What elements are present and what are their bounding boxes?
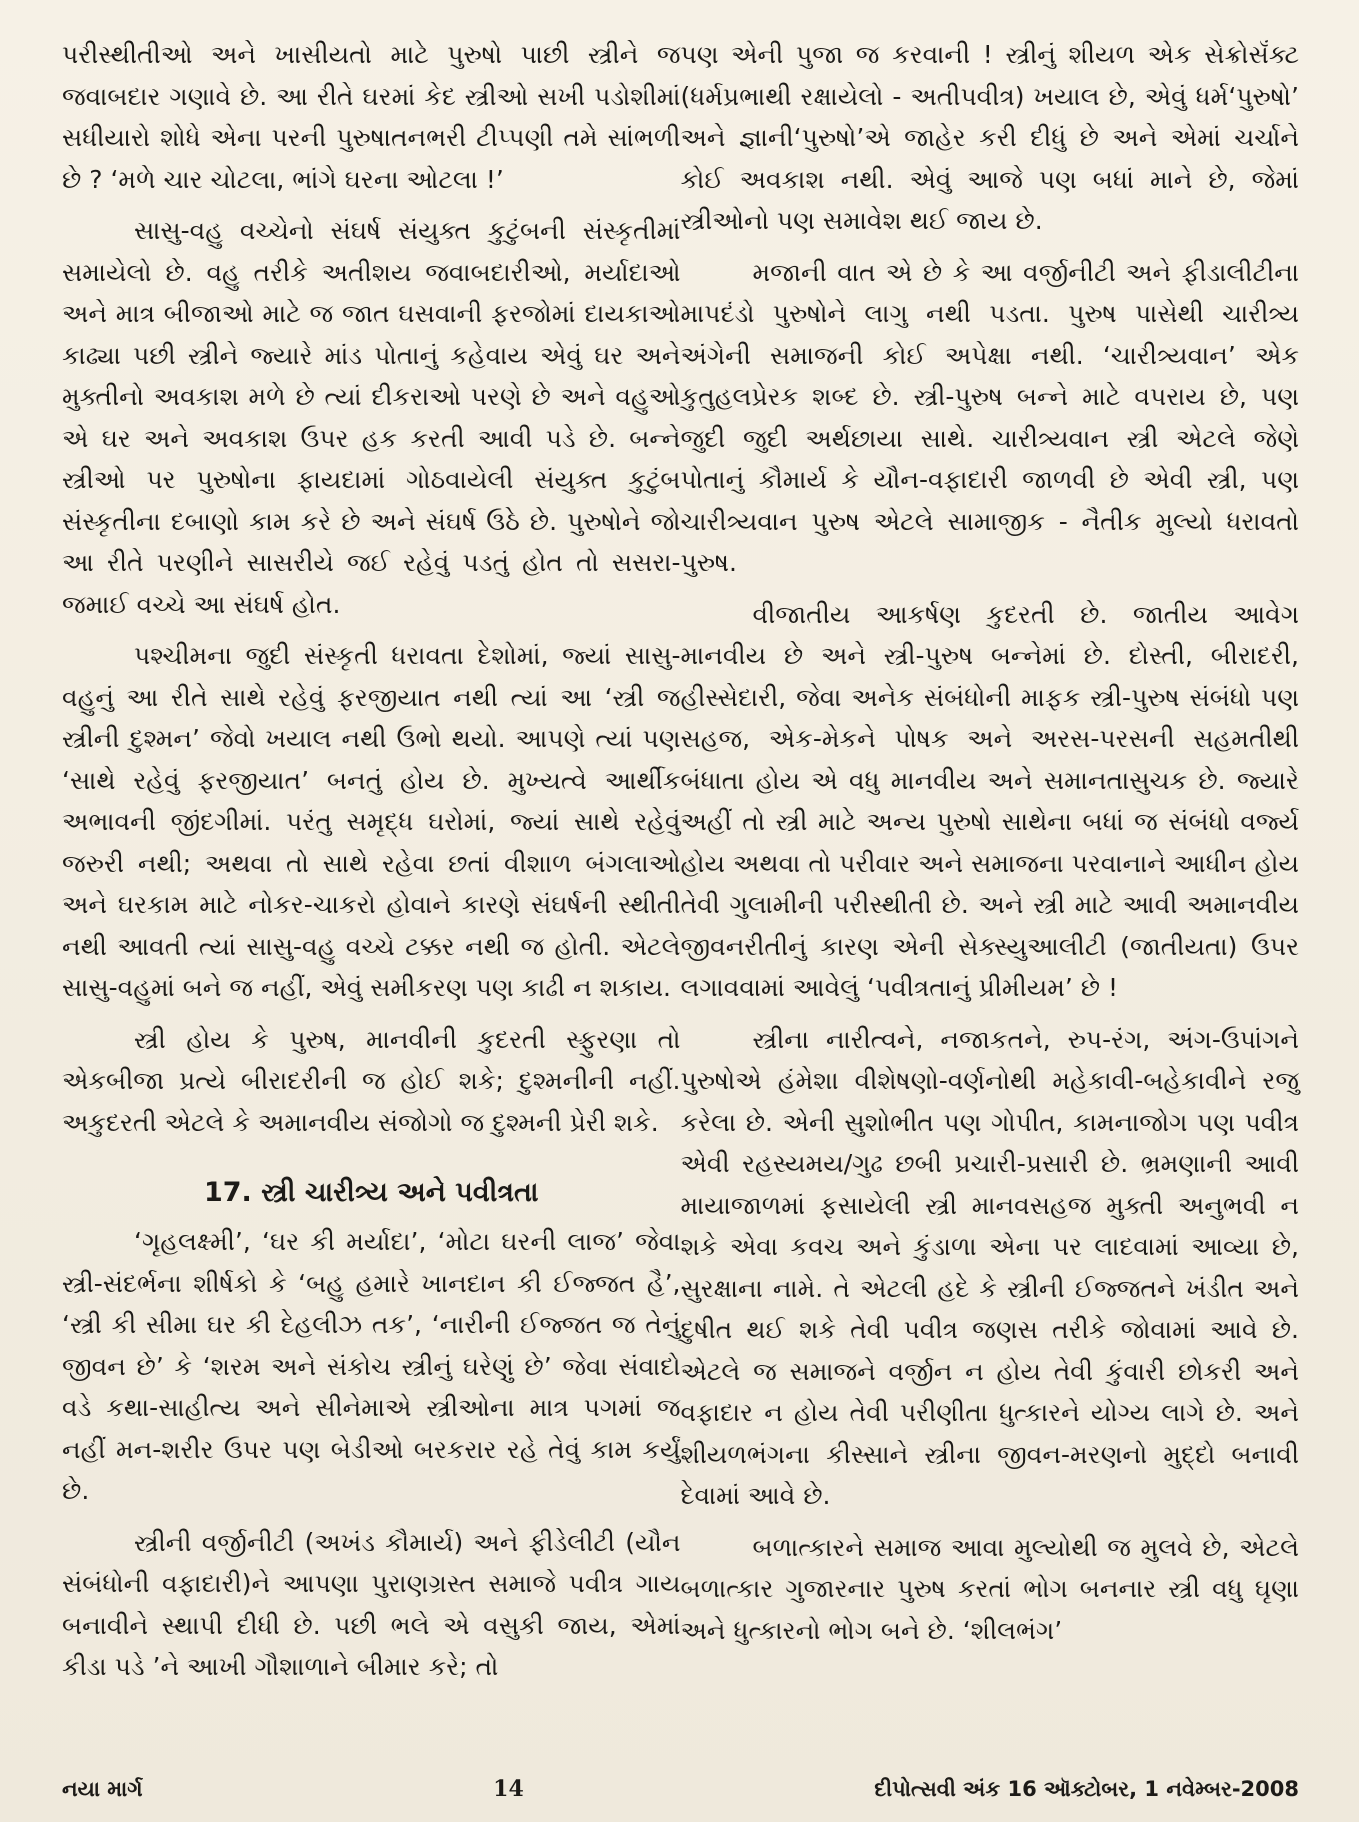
paragraph: પરીસ્થીતીઓ અને ખાસીયતો માટે પુરુષો પાછી સ્ત્રીને જ જવાબદાર ગણાવે છે. આ રીતે ઘરમાં કેદ સ્ત્રીઓ સખી પડોશીમાં સધીયારો શોધે એના પરની પુરુષાતનભરી ટીપ્પણી તમે સાંભળી છે ? ‘મળે ચાર ચોટલા, ભાંગે ઘરના ઓટલા !’ xyxy=(62,40,681,194)
paragraph: સ્ત્રીની વર્જીનીટી (અખંડ કૌમાર્ય) અને ફીડેલીટી (યૌન સંબંધોની વફાદારી)ને આપણા પુરાણગ્રસ્ત સમાજે પવીત્ર ગાય બનાવીને સ્થાપી દીધી છે. પછી ભલે એ વસુકી જાય, એમાં કીડા પડે ’ને આખી ગૌશાળાને બીમાર કરે; તો xyxy=(62,1527,681,1681)
paragraph: સ્ત્રીના નારીત્વને, નજાકતને, રુપ-રંગ, અંગ-ઉપાંગને પુરુષોએ હંમેશા વીશેષણો-વર્ણનોથી મહેકાવી-બહેકાવીને રજુ કરેલા છે. એની સુશોભીત પણ ગોપીત, કામનાજોગ પણ પવીત્ર એવી રહસ્યમય/ગુઢ છબી પ્રચારી-પ્રસારી છે. ભ્રમણાની આવી માયાજાળમાં ફસાયેલી સ્ત્રી માનવસહજ મુક્તી અનુભવી ન શકે એવા કવચ અને કુંડાળા એના પર લાદવામાં આવ્યા છે, સુરક્ષાના નામે. તે એટલી હદે કે સ્ત્રીની ઈજ્જતને ખંડીત અને દુષીત થઈ શકે તેવી પવીત્ર જણસ તરીકે જોવામાં આવે છે. એટલે જ સમાજને વર્જીન ન હોય તેવી કુંવારી છોકરી અને વફાદાર ન હોય તેવી પરીણીતા ધુત્કારને યોગ્ય લાગે છે. અને શીયળભંગના કીસ્સાને સ્ત્રીના જીવન-મરણનો મુદ્દો બનાવી દેવામાં આવે છે. xyxy=(680,1024,1299,1510)
paragraph: મજાની વાત એ છે કે આ વર્જીનીટી અને ફીડાલીટીના માપદંડો પુરુષોને લાગુ નથી પડતા. પુરુષ પાસેથી ચારીત્ર્ય અંગેની સમાજની કોઈ અપેક્ષા નથી. ‘ચારીત્ર્યવાન’ એક કુતુહલપ્રેરક શબ્દ છે. સ્ત્રી-પુરુષ બન્ને માટે વપરાય છે, પણ જુદી જુદી અર્થછાયા સાથે. ચારીત્ર્યવાન સ્ત્રી એટલે જેણે પોતાનું કૌમાર્ય કે યૌન-વફાદારી જાળવી છે એવી સ્ત્રી, પણ ચારીત્ર્યવાન પુરુષ એટલે સામાજીક - નૈતીક મુલ્યો ધરાવતો પુરુષ. xyxy=(680,257,1299,577)
right-column xyxy=(681,34,1300,1764)
paragraph: સ્ત્રી હોય કે પુરુષ, માનવીની કુદરતી સ્ફુરણા તો એકબીજા પ્રત્યે બીરાદરીની જ હોઈ શકે; દુશ્મનીની નહીં. અકુદરતી એટલે કે અમાનવીય સંજોગો જ દુશ્મની પ્રેરી શકે. xyxy=(62,1024,681,1137)
paragraph: પણ એની પુજા જ કરવાની ! સ્ત્રીનું શીયળ એક સેક્રોસૅંક્ટ (ધર્મપ્રભાથી રક્ષાયેલો - અતીપવીત્ર) ખયાલ છે, એવું ધર્મ‘પુરુષો’ અને જ્ઞાની‘પુરુષો’એ જાહેર કરી દીધું છે અને એમાં ચર્ચાને કોઈ અવકાશ નથી. એવું આજે પણ બધાં માને છે, જેમાં સ્ત્રીઓનો પણ સમાવેશ થઈ જાય છે. xyxy=(680,40,1299,235)
text-columns xyxy=(62,34,1299,1764)
paragraph: ‘ગૃહલક્ષ્મી’, ‘ઘર કી મર્યાદા’, ‘મોટા ઘરની લાજ’ જેવા સ્ત્રી-સંદર્ભના શીર્ષકો કે ‘બહુ હમારે ખાનદાન કી ઈજ્જત હૈ’, ‘સ્ત્રી કી સીમા ઘર કી દેહલીઝ તક’, ‘નારીની ઈજ્જત જ તેનું જીવન છે’ કે ‘શરમ અને સંકોચ સ્ત્રીનું ઘરેણું છે’ જેવા સંવાદો વડે કથા-સાહીત્ય અને સીનેમાએ સ્ત્રીઓના માત્ર પગમાં જ નહીં મન-શરીર ઉપર પણ બેડીઓ બરકરાર રહે તેવું કામ કર્યું છે. xyxy=(62,1227,681,1505)
paragraph: પશ્ચીમના જુદી સંસ્કૃતી ધરાવતા દેશોમાં, જ્યાં સાસુ-વહુનું આ રીતે સાથે રહેવું ફરજીયાત નથી ત્યાં આ ‘સ્ત્રી જ સ્ત્રીની દુશ્મન’ જેવો ખયાલ નથી ઉભો થયો. આપણે ત્યાં પણ ‘સાથે રહેવું ફરજીયાત’ બનતું હોય છે. મુખ્યત્વે આર્થીક અભાવની જીંદગીમાં. પરંતુ સમૃદ્ધ ઘરોમાં, જ્યાં સાથે રહેવું જરુરી નથી; અથવા તો સાથે રહેવા છતાં વીશાળ બંગલાઓ અને ઘરકામ માટે નોકર-ચાકરો હોવાને કારણે સંઘર્ષની સ્થીતી નથી આવતી ત્યાં સાસુ-વહુ વચ્ચે ટક્કર નથી જ હોતી. એટલે સાસુ-વહુમાં બને જ નહીં, એવું સમીકરણ પણ કાઢી ન શકાય. xyxy=(62,641,681,1002)
issue-info: દીપોત્સવી અંક 16 ઑક્ટોબર, 1 નવેમ્બર-2008 xyxy=(874,1777,1299,1801)
left-column xyxy=(62,34,681,1764)
magazine-name: નયા માર્ગ xyxy=(62,1777,143,1801)
page-footer xyxy=(62,1776,1299,1802)
section-heading: 17. સ્ત્રી ચારીત્ર્ય અને પવીત્રતા xyxy=(203,1177,539,1208)
page-number: 14 xyxy=(493,1776,524,1802)
paragraph: સાસુ-વહુ વચ્ચેનો સંઘર્ષ સંયુક્ત કુટુંબની સંસ્કૃતીમાં સમાયેલો છે. વહુ તરીકે અતીશય જવાબદારીઓ, મર્યાદાઓ અને માત્ર બીજાઓ માટે જ જાત ઘસવાની ફરજોમાં દાયકાઓ કાઢ્યા પછી સ્ત્રીને જ્યારે માંડ પોતાનું કહેવાય એવું ઘર અને મુક્તીનો અવકાશ મળે છે ત્યાં દીકરાઓ પરણે છે અને વહુઓ એ ઘર અને અવકાશ ઉપર હક કરતી આવી પડે છે. બન્ને સ્ત્રીઓ પર પુરુષોના ફાયદામાં ગોઠવાયેલી સંયુક્ત કુટુંબ સંસ્કૃતીના દબાણો કામ કરે છે અને સંઘર્ષ ઉઠે છે. પુરુષોને જો આ રીતે પરણીને સાસરીયે જઈ રહેવું પડતું હોત તો સસરા- જમાઈ વચ્ચે આ સંઘર્ષ હોત. xyxy=(62,216,681,619)
paragraph: વીજાતીય આકર્ષણ કુદરતી છે. જાતીય આવેગ માનવીય છે અને સ્ત્રી-પુરુષ બન્નેમાં છે. દોસ્તી, બીરાદરી, હીસ્સેદારી, જેવા અનેક સંબંધોની માફક સ્ત્રી-પુરુષ સંબંધો પણ સહજ, એક-મેકને પોષક અને અરસ-પરસની સહમતીથી બંધાતા હોય એ વધુ માનવીય અને સમાનતાસુચક છે. જ્યારે અહીં તો સ્ત્રી માટે અન્ય પુરુષો સાથેના બધાં જ સંબંધો વર્જ્ય હોય અથવા તો પરીવાર અને સમાજના પરવાનાને આધીન હોય તેવી ગુલામીની પરીસ્થીતી છે. અને સ્ત્રી માટે આવી અમાનવીય જીવનરીતીનું કારણ એની સેક્સ્યુઆલીટી (જાતીયતા) ઉપર લગાવવામાં આવેલું ‘પવીત્રતાનું પ્રીમીયમ’ છે ! xyxy=(680,599,1299,1002)
paragraph: બળાત્કારને સમાજ આવા મુલ્યોથી જ મુલવે છે, એટલે બળાત્કાર ગુજારનાર પુરુષ કરતાં ભોગ બનનાર સ્ત્રી વધુ ઘૃણા અને ધુત્કારનો ભોગ બને છે. ‘શીલભંગ’ xyxy=(680,1532,1299,1645)
